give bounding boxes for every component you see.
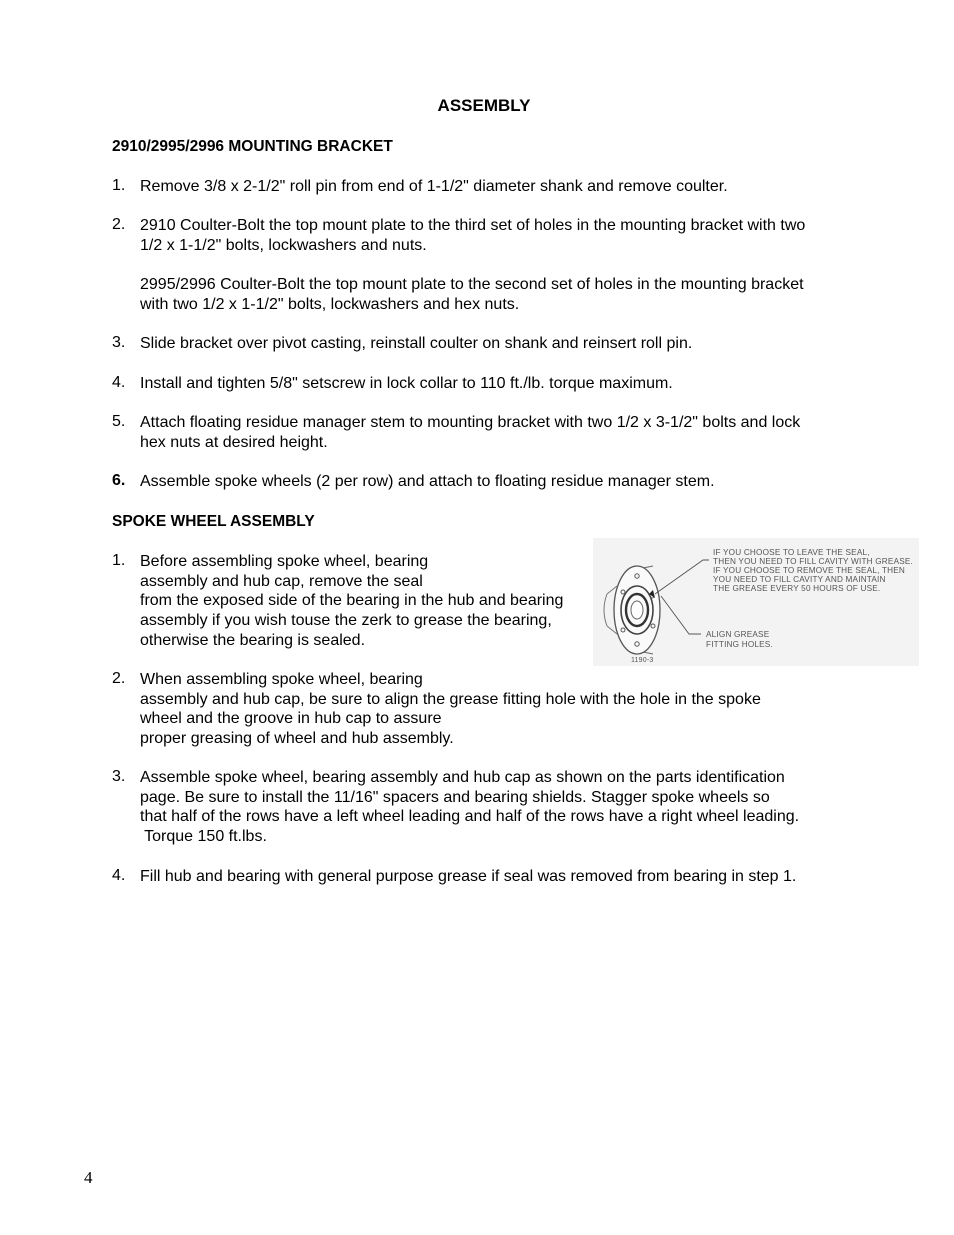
text-line: Assemble spoke wheels (2 per row) and attach to floating residue manager stem. (140, 473, 715, 490)
list-item-text-continued (140, 275, 804, 314)
list-item-text (140, 670, 761, 749)
list-item-text (140, 334, 692, 354)
text-line: wheel and the groove in hub cap to assure (140, 710, 442, 728)
section-heading-spoke-wheel-assembly: SPOKE WHEEL ASSEMBLY (112, 513, 315, 530)
list-item-text (140, 374, 673, 394)
list-item-text (140, 768, 799, 847)
list-item-text (140, 552, 563, 651)
list-number: 1. (112, 552, 126, 569)
list-number: 2. (112, 670, 126, 687)
text-line: Before assembling spoke wheel, bearing (140, 553, 429, 570)
text-line: hex nuts at desired height. (140, 433, 328, 451)
list-item-text (140, 413, 800, 452)
callout-align-line: ALIGN GREASE (706, 630, 770, 639)
text-line: Install and tighten 5/8" setscrew in lock collar to 110 ft./lb. torque maximum. (140, 375, 673, 392)
list-number: 2. (112, 216, 126, 233)
page-title: ASSEMBLY (437, 96, 531, 115)
callout-seal-line: YOU NEED TO FILL CAVITY AND MAINTAIN (713, 575, 886, 584)
text-line: assembly and hub cap, be sure to align the grease fitting hole with the hole in the spoke (140, 690, 761, 708)
text-line: assembly and hub cap, remove the seal (140, 572, 423, 590)
text-line: Fill hub and bearing with general purpose grease if seal was removed from bearing in step 1. (140, 868, 797, 885)
page-number: 4 (84, 1168, 93, 1187)
callout-seal-line: IF YOU CHOOSE TO LEAVE THE SEAL, (713, 548, 870, 557)
text-line: that half of the rows have a left wheel leading and half of the rows have a right wheel leading. (140, 808, 800, 826)
text-line: Torque 150 ft.lbs. (140, 828, 267, 846)
text-line: from the exposed side of the bearing in the hub and bearing (140, 592, 564, 610)
bearing-hub-figure (593, 538, 919, 666)
text-line: 2910 Coulter-Bolt the top mount plate to the third set of holes in the mounting bracket with two (140, 217, 806, 234)
text-line: When assembling spoke wheel, bearing (140, 671, 423, 688)
text-line: Assemble spoke wheel, bearing assembly and hub cap as shown on the parts identification (140, 769, 785, 786)
list-number: 3. (112, 768, 126, 785)
text-line: Attach floating residue manager stem to mounting bracket with two 1/2 x 3-1/2" bolts and lock (140, 414, 801, 431)
list-item-text (140, 472, 715, 492)
list-number: 6. (112, 472, 126, 489)
list-number: 5. (112, 413, 126, 430)
text-line: assembly if you wish touse the zerk to grease the bearing, (140, 612, 552, 630)
list-number: 1. (112, 177, 126, 194)
list-number: 4. (112, 374, 126, 391)
callout-seal-line: IF YOU CHOOSE TO REMOVE THE SEAL, THEN (713, 566, 906, 575)
text-line: 1/2 x 1-1/2" bolts, lockwashers and nuts. (140, 236, 427, 254)
text-line: proper greasing of wheel and hub assembly. (140, 730, 454, 748)
section-heading-mounting-bracket: 2910/2995/2996 MOUNTING BRACKET (112, 138, 393, 155)
text-line: page. Be sure to install the 11/16" spacers and bearing shields. Stagger spoke wheels so (140, 788, 770, 806)
callout-seal-line: THEN YOU NEED TO FILL CAVITY WITH GREASE. (713, 557, 914, 566)
callout-seal-line: THE GREASE EVERY 50 HOURS OF USE. (713, 584, 881, 593)
list-number: 3. (112, 334, 126, 351)
text-line: Slide bracket over pivot casting, reinstall coulter on shank and reinsert roll pin. (140, 335, 693, 352)
text-line: 2995/2996 Coulter-Bolt the top mount plate to the second set of holes in the mounting bracket (140, 276, 804, 293)
callout-align-line: FITTING HOLES. (706, 640, 773, 649)
list-item-text (140, 867, 796, 887)
text-line: otherwise the bearing is sealed. (140, 631, 366, 649)
text-line: Remove 3/8 x 2-1/2" roll pin from end of 1-1/2" diameter shank and remove coulter. (140, 178, 728, 195)
list-number: 4. (112, 867, 126, 884)
figure-code: 1190-3 (631, 657, 654, 664)
text-line: with two 1/2 x 1-1/2" bolts, lockwashers and hex nuts. (140, 295, 520, 313)
list-item-text (140, 177, 728, 197)
list-item-text (140, 216, 805, 255)
bearing-hub-drawing (593, 538, 919, 666)
